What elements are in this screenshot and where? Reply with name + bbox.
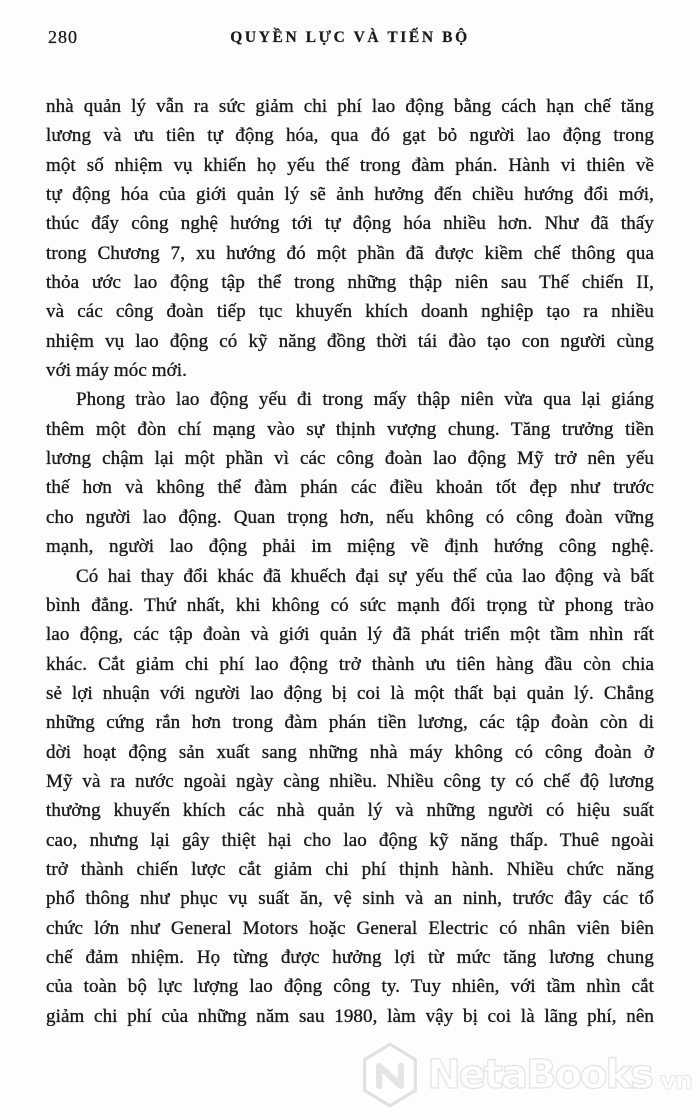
text-line: của toàn bộ lực lượng lao động công ty. Tuy nhiên, với tầm nhìn cắt <box>46 976 654 998</box>
text-line: phổ thông như phục vụ suất ăn, vệ sinh và an ninh, trước đây các tổ <box>46 888 654 910</box>
text-line: Phong trào lao động yếu đi trong mấy thập niên vừa qua lại giáng <box>76 389 654 411</box>
text-line: Mỹ và ra nước ngoài ngày càng nhiều. Nhiều công ty có chế độ lương <box>46 770 654 792</box>
text-line: thưởng khuyến khích các nhà quản lý và những người có hiệu suất <box>46 800 654 822</box>
watermark-tld: vn <box>659 1065 692 1095</box>
text-line: cao, nhưng lại gây thiệt hại cho lao động kỹ năng thấp. Thuê ngoài <box>46 829 654 851</box>
text-line: những cứng rắn hơn trong đàm phán tiền lương, các tập đoàn còn di <box>46 712 654 734</box>
text-line: sẻ lợi nhuận với người lao động bị coi là một thất bại quản lý. Chẳng <box>46 682 654 704</box>
text-line: thêm một đòn chí mạng vào sự thịnh vượng chung. Tăng trưởng tiền <box>46 418 654 440</box>
text-line: bình đẳng. Thứ nhất, khi không có sức mạnh đối trọng từ phong trào <box>46 594 654 616</box>
text-line: và các công đoàn tiếp tục khuyến khích doanh nghiệp tạo ra nhiều <box>46 301 654 323</box>
text-line: lương chậm lại một phần vì các công đoàn lao động Mỹ trở nên yếu <box>46 448 654 470</box>
text-line: trở thành chiến lược cắt giảm chi phí thịnh hành. Nhiều chức năng <box>46 858 654 880</box>
page-number: 280 <box>48 27 78 47</box>
text-line: với máy móc mới. <box>46 360 187 382</box>
text-line: cho người lao động. Quan trọng hơn, nếu không có công đoàn vững <box>46 506 654 528</box>
watermark <box>361 1042 692 1108</box>
text-line: mạnh, người lao động phải im miệng về định hướng công nghệ. <box>46 536 654 558</box>
text-line: khác. Cắt giảm chi phí lao động trở thành ưu tiên hàng đầu còn chia <box>46 653 654 675</box>
watermark-brand: NetaBooks <box>427 1052 652 1098</box>
text-line: giảm chi phí của những năm sau 1980, làm vậy bị coi là lãng phí, nên <box>46 1005 654 1027</box>
text-line: lương và ưu tiên tự động hóa, qua đó gạt bỏ người lao động trong <box>46 125 654 147</box>
text-line: nhà quản lý vẫn ra sức giảm chi phí lao động bằng cách hạn chế tăng <box>46 96 654 117</box>
text-line: chức lớn như General Motors hoặc General Electric có nhân viên biên <box>46 917 654 939</box>
text-line: thúc đẩy công nghệ hướng tới tự động hóa nhiều hơn. Như đã thấy <box>46 213 654 235</box>
netabooks-hexagon-n-icon <box>361 1042 419 1108</box>
text-line: nhiệm vụ lao động có kỹ năng đồng thời tái đào tạo con người cùng <box>46 330 654 352</box>
running-header <box>46 26 654 50</box>
running-title: QUYỀN LỰC VÀ TIẾN BỘ <box>230 29 470 46</box>
text-line: dời hoạt động sản xuất sang những nhà máy không có công đoàn ở <box>46 741 654 763</box>
text-line: thế hơn và không thể đàm phán các điều khoản tốt đẹp như trước <box>46 477 654 499</box>
text-line: một số nhiệm vụ khiến họ yếu thế trong đàm phán. Hành vi thiên về <box>46 154 654 176</box>
text-line: tự động hóa của giới quản lý sẽ ảnh hưởng đến chiều hướng đổi mới, <box>46 184 654 206</box>
text-line: thỏa ước lao động tập thể trong những thập niên sau Thế chiến II, <box>46 272 654 294</box>
text-line: Có hai thay đổi khác đã khuếch đại sự yếu thế của lao động và bất <box>76 565 654 587</box>
text-line: lao động, các tập đoàn và giới quản lý đã phát triển một tầm nhìn rất <box>46 624 654 646</box>
text-line: trong Chương 7, xu hướng đó một phần đã được kiềm chế thông qua <box>46 242 654 264</box>
body-text <box>46 92 654 1031</box>
text-line: chế đảm nhiệm. Họ từng được hưởng lợi từ mức tăng lương chung <box>46 946 654 968</box>
